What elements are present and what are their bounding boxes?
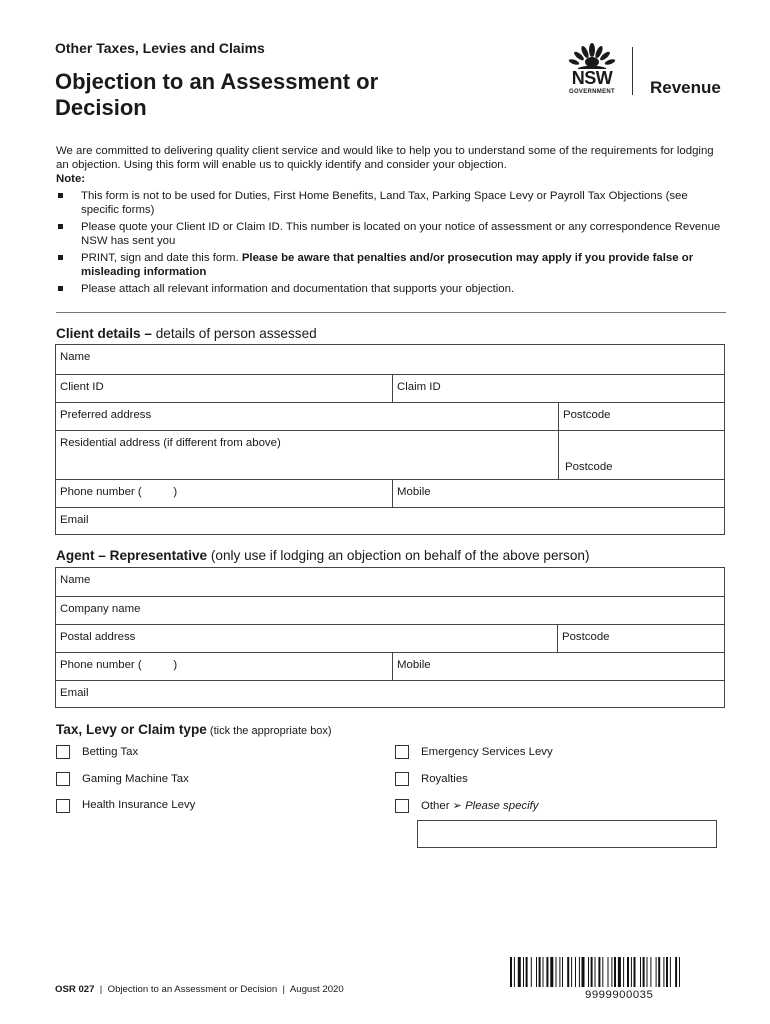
footer-separator: | <box>94 984 108 995</box>
agent-email-field[interactable] <box>56 681 724 707</box>
footer-separator: | <box>277 984 290 995</box>
field-label: Postcode <box>562 631 610 643</box>
royalties-checkbox[interactable] <box>395 772 409 786</box>
field-label: Phone number ( ) <box>60 659 178 671</box>
nsw-revenue-logo <box>564 42 730 102</box>
field-label: Postcode <box>565 461 613 473</box>
agent-heading-bold: Agent – Representative <box>56 548 208 563</box>
mobile-field[interactable] <box>392 480 724 507</box>
tax-type-heading <box>56 722 332 737</box>
residential-address-field[interactable] <box>56 431 558 479</box>
checkbox-label: Royalties <box>421 773 468 785</box>
field-label: Claim ID <box>397 381 441 393</box>
footer-title: Objection to an Assessment or Decision <box>107 984 278 995</box>
claim-id-field[interactable] <box>392 375 724 402</box>
agent-name-field[interactable] <box>56 568 724 596</box>
phone-field[interactable] <box>56 480 392 507</box>
barcode-number: 9999900035 <box>585 989 654 1001</box>
field-label: Name <box>60 351 91 363</box>
logo-divider <box>632 47 633 95</box>
nsw-wordmark: NSW <box>571 68 613 88</box>
form-code: OSR 027 <box>55 984 95 995</box>
health-insurance-levy-checkbox[interactable] <box>56 799 70 813</box>
page-title: Objection to an Assessment or Decision <box>55 69 379 120</box>
client-id-field[interactable] <box>56 375 392 402</box>
note-item <box>56 220 724 248</box>
note-item <box>56 282 724 296</box>
form-category: Other Taxes, Levies and Claims <box>55 40 265 56</box>
preferred-address-field[interactable] <box>56 403 558 430</box>
field-label: Name <box>60 574 91 586</box>
field-label: Phone number ( ) <box>60 486 178 498</box>
please-specify-label: Please specify <box>465 800 539 812</box>
note-text: PRINT, sign and date this form. <box>81 252 242 264</box>
residential-postcode-field[interactable] <box>558 431 724 479</box>
client-heading-sub: details of person assessed <box>151 326 317 341</box>
other-checkbox[interactable] <box>395 799 409 813</box>
note-text: This form is not to be used for Duties, First Home Benefits, Land Tax, Parking Space Levy or Payroll Tax Objections (see specific forms) <box>81 190 688 216</box>
other-label <box>421 799 539 812</box>
tax-heading-bold: Tax, Levy or Claim type <box>56 722 207 737</box>
checkbox-label: Other <box>421 800 450 812</box>
note-label: Note: <box>56 173 86 185</box>
footer <box>55 984 344 995</box>
email-field[interactable] <box>56 508 724 534</box>
client-heading-bold: Client details – <box>56 326 152 341</box>
field-label: Mobile <box>397 659 431 671</box>
field-label: Preferred address <box>60 409 152 421</box>
checkbox-label: Health Insurance Levy <box>82 799 196 811</box>
postal-address-field[interactable] <box>56 625 557 652</box>
field-label: Postal address <box>60 631 136 643</box>
waratah-icon <box>564 42 620 70</box>
bullet-icon <box>58 224 63 229</box>
intro-section <box>56 144 724 296</box>
note-item <box>56 251 724 279</box>
revenue-wordmark: Revenue <box>650 78 721 97</box>
bullet-icon <box>58 286 63 291</box>
field-label: Postcode <box>563 409 611 421</box>
client-details-heading <box>56 326 317 341</box>
postcode-field[interactable] <box>558 403 724 430</box>
agent-heading <box>56 548 590 563</box>
field-label: Mobile <box>397 486 431 498</box>
footer-date: August 2020 <box>289 984 344 995</box>
note-item <box>56 189 724 217</box>
agent-mobile-field[interactable] <box>392 653 724 680</box>
checkbox-label: Gaming Machine Tax <box>82 773 189 785</box>
bullet-icon <box>58 193 63 198</box>
agent-postcode-field[interactable] <box>557 625 724 652</box>
note-text: Please quote your Client ID or Claim ID. This number is located on your notice of assessment or any correspondence Revenue NSW has sent you <box>81 221 721 247</box>
client-details-form <box>55 344 725 535</box>
field-label: Company name <box>60 603 141 615</box>
intro-paragraph: We are committed to delivering quality client service and would like to help you to understand some of the requirements for lodging an objection. Using this form will enable us to quickly identify and consider your objection. <box>56 145 714 171</box>
field-label: Residential address (if different from above) <box>60 437 281 449</box>
other-specify-input[interactable] <box>417 820 717 848</box>
emergency-services-levy-checkbox[interactable] <box>395 745 409 759</box>
checkbox-label: Emergency Services Levy <box>421 746 553 758</box>
field-label: Client ID <box>60 381 104 393</box>
section-divider <box>56 312 726 313</box>
note-list <box>56 189 724 296</box>
checkbox-label: Betting Tax <box>82 746 139 758</box>
government-wordmark: GOVERNMENT <box>568 89 615 95</box>
company-name-field[interactable] <box>56 597 724 624</box>
betting-tax-checkbox[interactable] <box>56 745 70 759</box>
gaming-machine-tax-checkbox[interactable] <box>56 772 70 786</box>
client-name-field[interactable] <box>56 345 724 374</box>
agent-phone-field[interactable] <box>56 653 392 680</box>
agent-heading-sub: (only use if lodging an objection on behalf of the above person) <box>207 548 590 563</box>
agent-form <box>55 567 725 708</box>
field-label: Email <box>60 514 89 526</box>
barcode-icon <box>510 957 726 987</box>
penalty-warning: Please be aware that penalties and/or prosecution may apply if you provide false or misleading information <box>81 252 694 278</box>
note-text: Please attach all relevant information and documentation that supports your objection. <box>81 283 515 295</box>
arrow-icon: ➢ <box>452 800 462 812</box>
bullet-icon <box>58 255 63 260</box>
tax-heading-sub: (tick the appropriate box) <box>206 725 332 737</box>
field-label: Email <box>60 687 89 699</box>
